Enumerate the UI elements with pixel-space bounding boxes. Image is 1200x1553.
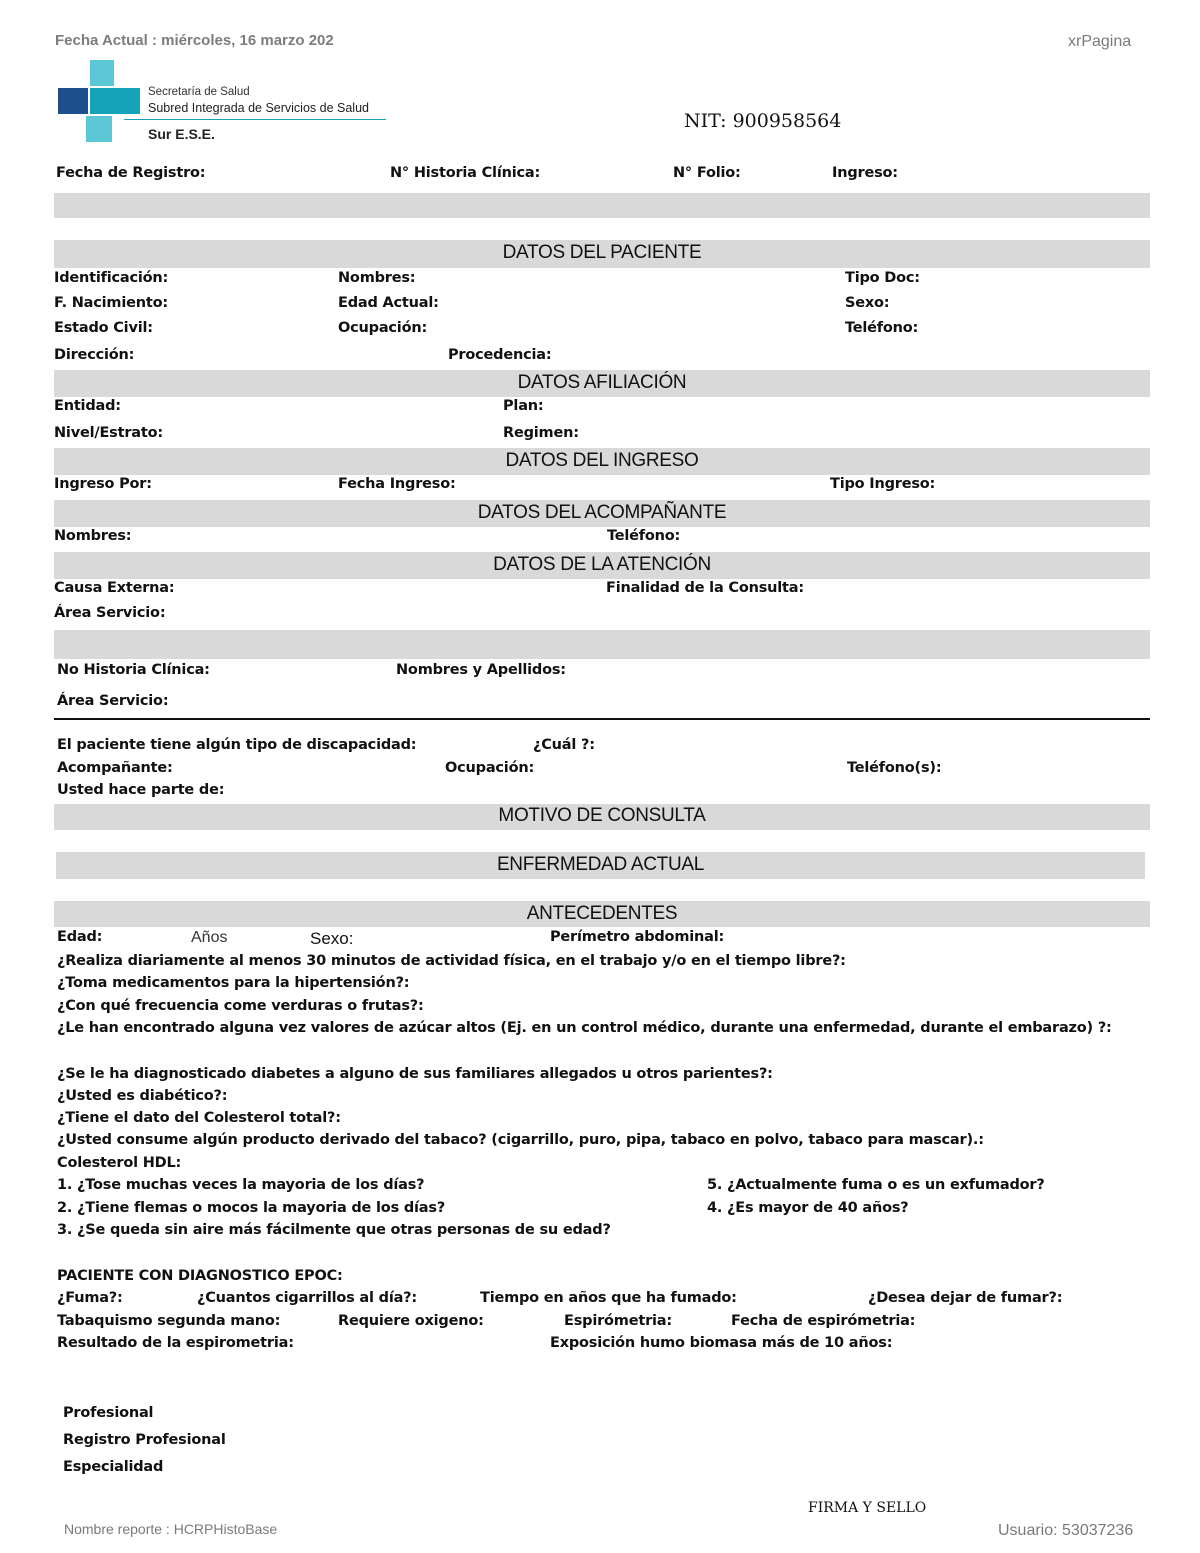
health-cross-icon [56,58,146,146]
fecha-ingreso-label: Fecha Ingreso: [338,476,456,492]
logo-divider [124,119,386,120]
cual-label: ¿Cuál ?: [533,737,595,753]
section-title: DATOS DE LA ATENCIÓN [493,554,711,575]
espirometria-label: Espirómetria: [564,1313,672,1329]
registro-profesional-label: Registro Profesional [63,1432,226,1448]
colesterol-hdl-label: Colesterol HDL: [57,1155,182,1171]
registro-band [54,193,1150,218]
tabaquismo-label: Tabaquismo segunda mano: [57,1313,281,1329]
section-enfermedad [56,852,1145,879]
identificacion-label: Identificación: [54,270,169,286]
divider-line [54,718,1150,720]
estado-civil-label: Estado Civil: [54,320,153,336]
nombres-apellidos-label: Nombres y Apellidos: [396,662,566,678]
epoc-question-1: 1. ¿Tose muchas veces la mayoria de los días? [57,1177,425,1193]
profesional-label: Profesional [63,1405,154,1421]
question-tabaco: ¿Usted consume algún producto derivado del tabaco? (cigarrillo, puro, pipa, tabaco en polvo, tabaco para mascar).: [57,1132,984,1148]
logo-line-2: Subred Integrada de Servicios de Salud [148,101,369,115]
section-paciente [54,240,1150,268]
hace-parte-label: Usted hace parte de: [57,782,225,798]
humo-biomasa-label: Exposición humo biomasa más de 10 años: [550,1335,893,1351]
question-diabetico: ¿Usted es diabético?: [57,1088,228,1104]
acomp-telefono-label: Teléfono: [607,528,681,544]
blank-band [54,630,1150,659]
epoc-question-2: 2. ¿Tiene flemas o mocos la mayoria de los días? [57,1200,446,1216]
telefono-label: Teléfono: [845,320,919,336]
telefonos-label: Teléfono(s): [847,760,942,776]
sexo-label: Sexo: [845,295,890,311]
plan-label: Plan: [503,398,544,414]
epoc-question-5: 5. ¿Actualmente fuma o es un exfumador? [707,1177,1045,1193]
question-azucar: ¿Le han encontrado alguna vez valores de azúcar altos (Ej. en un control médico, durante una enfermedad, durante el embarazo) ?: [57,1020,1112,1036]
f-nacimiento-label: F. Nacimiento: [54,295,168,311]
direccion-label: Dirección: [54,347,135,363]
procedencia-label: Procedencia: [448,347,552,363]
area-servicio-2-label: Área Servicio: [57,693,169,709]
ocupacion-label: Ocupación: [338,320,428,336]
perimetro-label: Perímetro abdominal: [550,929,725,945]
section-title: DATOS DEL INGRESO [505,450,699,471]
section-title: MOTIVO DE CONSULTA [498,805,706,826]
epoc-question-3: 3. ¿Se queda sin aire más fácilmente que otras personas de su edad? [57,1222,611,1238]
section-ingreso [54,448,1150,475]
causa-externa-label: Causa Externa: [54,580,175,596]
fuma-label: ¿Fuma?: [57,1290,123,1306]
entidad-label: Entidad: [54,398,121,414]
ingreso-por-label: Ingreso Por: [54,476,152,492]
question-colesterol: ¿Tiene el dato del Colesterol total?: [57,1110,341,1126]
logo-line-3: Sur E.S.E. [148,126,215,142]
edad-label: Edad: [57,929,103,945]
section-antecedentes [54,901,1150,927]
question-diabetes-familiares: ¿Se le ha diagnosticado diabetes a alguno de sus familiares allegados u otros parientes?: [57,1066,773,1082]
section-acompanante [54,500,1150,527]
sexo-2-label: Sexo: [310,929,354,948]
area-servicio-label: Área Servicio: [54,605,166,621]
tipo-doc-label: Tipo Doc: [845,270,920,286]
logo [56,58,392,146]
section-motivo [54,804,1150,830]
usuario: Usuario: 53037236 [998,1522,1134,1539]
section-title: ENFERMEDAD ACTUAL [496,854,705,875]
anos-label: Años [191,929,228,946]
section-title: DATOS DEL ACOMPAÑANTE [477,502,727,523]
fecha-registro-label: Fecha de Registro: [56,165,206,181]
page-marker: xrPagina [1068,33,1132,50]
logo-line-1: Secretaría de Salud [148,86,250,98]
finalidad-label: Finalidad de la Consulta: [606,580,804,596]
cigarrillos-label: ¿Cuantos cigarrillos al día?: [197,1290,417,1306]
nombres-label: Nombres: [338,270,416,286]
section-afiliacion [54,370,1150,397]
tiempo-fumado-label: Tiempo en años que ha fumado: [480,1290,737,1306]
question-actividad: ¿Realiza diariamente al menos 30 minutos de actividad física, en el trabajo y/o en el tiempo libre?: [57,953,846,969]
section-title: DATOS DEL PACIENTE [502,242,702,263]
fecha-actual: Fecha Actual : miércoles, 16 marzo 202 [55,32,334,49]
question-hipertension: ¿Toma medicamentos para la hipertensión?: [57,975,410,991]
question-verduras: ¿Con qué frecuencia come verduras o frutas?: [57,998,424,1014]
no-historia-label: No Historia Clínica: [57,662,210,678]
nit: NIT: 900958564 [684,110,842,132]
epoc-question-4: 4. ¿Es mayor de 40 años? [707,1200,909,1216]
report-name: Nombre reporte : HCRPHistoBase [64,1521,278,1537]
historia-label: N° Historia Clínica: [390,165,541,181]
resultado-espirometria-label: Resultado de la espirometria: [57,1335,294,1351]
folio-label: N° Folio: [673,165,741,181]
firma-sello-label: FIRMA Y SELLO [808,1500,927,1516]
nivel-label: Nivel/Estrato: [54,425,163,441]
section-atencion [54,552,1150,579]
edad-actual-label: Edad Actual: [338,295,439,311]
especialidad-label: Especialidad [63,1459,164,1475]
epoc-title: PACIENTE CON DIAGNOSTICO EPOC: [57,1268,343,1284]
ingreso-label: Ingreso: [832,165,898,181]
section-title: ANTECEDENTES [526,903,678,924]
acomp-nombres-label: Nombres: [54,528,132,544]
fecha-espirometria-label: Fecha de espirómetria: [731,1313,916,1329]
acompanante-label: Acompañante: [57,760,173,776]
ocupacion-2-label: Ocupación: [445,760,535,776]
section-title: DATOS AFILIACIÓN [517,372,687,393]
oxigeno-label: Requiere oxigeno: [338,1313,484,1329]
discapacidad-label: El paciente tiene algún tipo de discapacidad: [57,737,417,753]
regimen-label: Regimen: [503,425,579,441]
tipo-ingreso-label: Tipo Ingreso: [830,476,936,492]
dejar-fumar-label: ¿Desea dejar de fumar?: [868,1290,1063,1306]
